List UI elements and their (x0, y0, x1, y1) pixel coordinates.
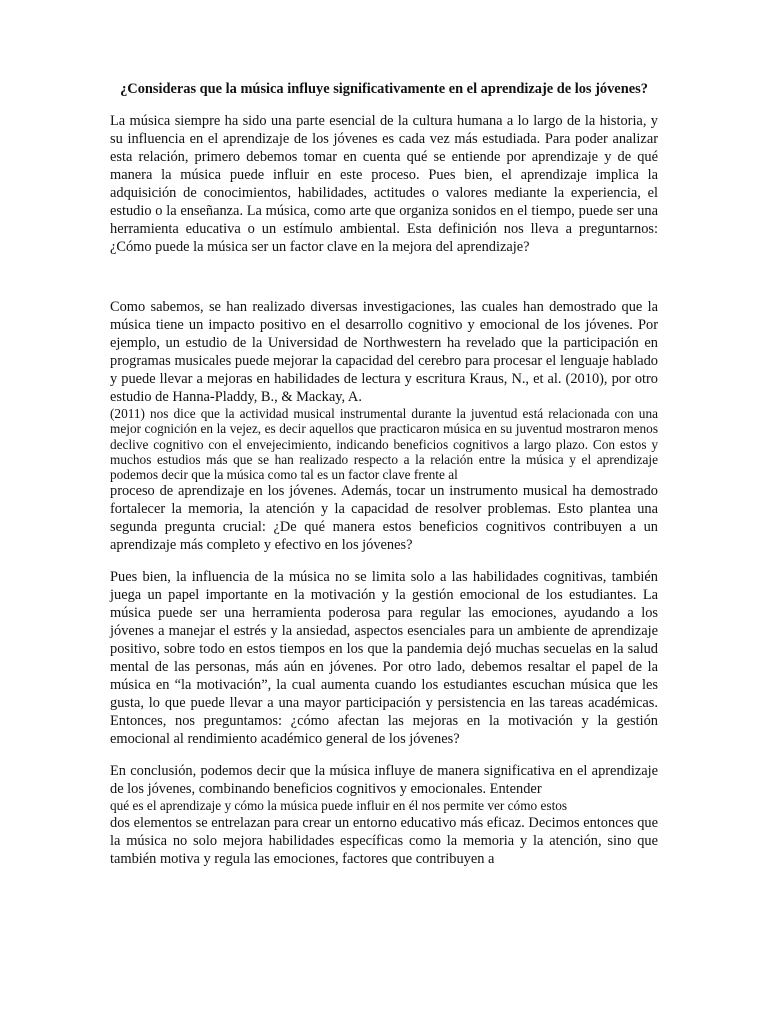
paragraph-text: La música siempre ha sido una parte esencial de la cultura humana a lo largo de la historia, y su influencia en el aprendizaje de los jóvenes es cada vez más estudiada. Para poder analizar esta relación, primero debemos tomar en cuenta qué se entiende por aprendizaje y de qué manera la música puede influir en este proceso. Pues bien, el aprendizaje implica la adquisición de conocimientos, habilidades, actitudes o valores mediante la experiencia, el estudio o la enseñanza. La música, como arte que organiza sonidos en el tiempo, puede ser una herramienta educativa o un estímulo ambiental. Esta definición nos lleva a preguntarnos: ¿Cómo puede la música ser un factor clave en la mejora del aprendizaje? (110, 113, 658, 255)
paragraph-text: Como sabemos, se han realizado diversas investigaciones, las cuales han demostrado que la música tiene un impacto positivo en el desarrollo cognitivo y emocional de los jóvenes. Por ejemplo, un estudio de la Universidad de Northwestern ha revelado que la participación en programas musicales puede mejorar la capacidad del cerebro para procesar el lenguaje hablado y puede llevar a mejoras en habilidades de lectura y escritura Kraus, N., et al. (2010), por otro estudio de Hanna-Pladdy, B., & Mackay, A. (110, 299, 658, 405)
paragraph-text: dos elementos se entrelazan para crear un entorno educativo más eficaz. Decimos entonces que la música no solo mejora habilidades específicas como la memoria y la atención, sino que también motiva y regula las emociones, factores que contribuyen a (110, 814, 658, 867)
paragraph-spacer (110, 270, 658, 298)
paragraph-text-small: (2011) nos dice que la actividad musical instrumental durante la juventud está relacionada con una mejor cognición en la vejez, es decir aquellos que practicaron música en su juventud mostraron menos declive cognitivo con el envejecimiento, indicando beneficios cognitivos a largo plazo. Con estos y muchos estudios más que se han realizado respecto a la relación entre la música y el aprendizaje podemos decir que la música como tal es un factor clave frente al (110, 406, 658, 483)
paragraph-text-small: qué es el aprendizaje y cómo la música puede influir en él nos permite ver cómo estos (110, 798, 568, 814)
paragraph-motivation (110, 568, 658, 748)
paragraph-text: En conclusión, podemos decir que la música influye de manera significativa en el aprendizaje de los jóvenes, combinando beneficios cognitivos y emocionales. Entender (110, 763, 658, 798)
paragraph-text: proceso de aprendizaje en los jóvenes. Además, tocar un instrumento musical ha demostrado fortalecer la memoria, la atención y la capacidad de resolver problemas. Esto plantea una segunda pregunta crucial: ¿De qué manera estos beneficios cognitivos contribuyen a un aprendizaje más completo y efectivo en los jóvenes? (110, 483, 658, 554)
document-page (110, 80, 658, 882)
document-title: ¿Consideras que la música influye significativamente en el aprendizaje de los jóvenes? (120, 81, 648, 97)
paragraph-conclusion (110, 762, 658, 867)
paragraph-text: Pues bien, la influencia de la música no se limita solo a las habilidades cognitivas, también juega un papel importante en la motivación y la gestión emocional de los estudiantes. La música puede ser una herramienta poderosa para regular las emociones, ayudando a los jóvenes a manejar el estrés y la ansiedad, aspectos esenciales para un ambiente de aprendizaje positivo, sobre todo en estos tiempos en los que la pandemia dejó muchas secuelas en la salud mental de las personas, más aún en jóvenes. Por otro lado, debemos resaltar el papel de la música en “la motivación”, la cual aumenta cuando los estudiantes escuchan música que les gusta, lo que puede llevar a una mayor participación y persistencia en las tareas académicas. Entonces, nos preguntamos: ¿cómo afectan las mejoras en la motivación y la gestión emocional al rendimiento académico general de los jóvenes? (110, 569, 658, 748)
paragraph-research (110, 298, 658, 554)
paragraph-intro (110, 112, 658, 256)
